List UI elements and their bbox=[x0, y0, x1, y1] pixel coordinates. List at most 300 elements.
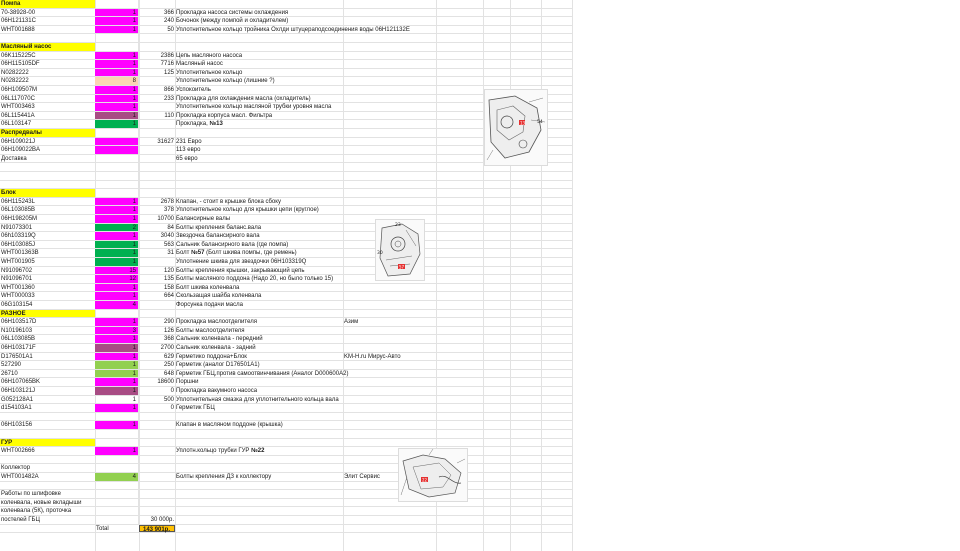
supplier-cell[interactable] bbox=[343, 525, 483, 533]
table-row[interactable] bbox=[0, 77, 572, 86]
section-header-row[interactable] bbox=[0, 43, 572, 52]
price-cell[interactable] bbox=[139, 482, 175, 490]
quantity-cell[interactable]: 1 bbox=[95, 215, 139, 223]
table-row[interactable] bbox=[0, 264, 572, 276]
part-number-cell[interactable]: WHT002666 bbox=[1, 448, 35, 455]
price-cell[interactable]: 500 bbox=[163, 396, 174, 403]
part-number-cell[interactable]: 70-38928-00 bbox=[1, 9, 36, 16]
table-row[interactable] bbox=[0, 34, 572, 43]
table-row[interactable] bbox=[0, 17, 572, 26]
table-row[interactable] bbox=[0, 456, 572, 465]
part-number-cell[interactable]: постелей ГБЦ bbox=[1, 517, 40, 523]
supplier-cell[interactable] bbox=[343, 52, 483, 60]
table-row[interactable] bbox=[0, 206, 572, 215]
description-cell[interactable] bbox=[175, 490, 343, 498]
quantity-cell[interactable] bbox=[95, 507, 139, 515]
supplier-cell[interactable] bbox=[343, 344, 483, 352]
description-cell[interactable] bbox=[175, 103, 343, 111]
quantity-cell[interactable]: 1 bbox=[95, 344, 139, 352]
description-cell[interactable] bbox=[175, 310, 343, 318]
quantity-cell[interactable]: 1 bbox=[95, 396, 139, 404]
price-cell[interactable]: 125 bbox=[163, 69, 174, 76]
price-cell[interactable] bbox=[139, 507, 175, 515]
supplier-cell[interactable] bbox=[343, 43, 483, 51]
description-cell[interactable] bbox=[175, 301, 343, 309]
price-cell[interactable]: 664 bbox=[163, 293, 174, 300]
price-cell[interactable]: 563 bbox=[163, 241, 174, 248]
supplier-cell[interactable] bbox=[343, 335, 483, 343]
description-cell[interactable] bbox=[175, 86, 343, 94]
price-cell[interactable] bbox=[139, 0, 175, 8]
quantity-cell[interactable]: 8 bbox=[95, 77, 139, 85]
part-number-cell[interactable]: d154103A1 bbox=[1, 405, 32, 412]
part-number-cell[interactable]: N91096702 bbox=[1, 267, 33, 274]
description-cell[interactable] bbox=[175, 396, 343, 404]
supplier-cell[interactable] bbox=[343, 189, 483, 197]
supplier-cell[interactable] bbox=[343, 327, 483, 335]
price-cell[interactable] bbox=[139, 43, 175, 51]
table-row[interactable] bbox=[0, 335, 572, 344]
price-cell[interactable]: 866 bbox=[163, 87, 174, 93]
part-number-cell[interactable]: N91073301 bbox=[1, 224, 33, 231]
part-number-cell[interactable]: 06H115243L bbox=[1, 198, 35, 205]
table-row[interactable] bbox=[0, 292, 572, 301]
description-cell[interactable] bbox=[175, 69, 343, 77]
part-number-cell[interactable]: 06H103517D bbox=[1, 319, 37, 326]
description-cell[interactable] bbox=[175, 413, 343, 421]
table-row[interactable] bbox=[0, 413, 572, 422]
supplier-cell[interactable] bbox=[343, 120, 483, 128]
price-cell[interactable]: 50 bbox=[167, 26, 174, 33]
quantity-cell[interactable] bbox=[95, 181, 139, 189]
price-cell[interactable] bbox=[139, 129, 175, 137]
price-cell[interactable]: 2386 bbox=[160, 52, 174, 59]
part-number-cell[interactable]: 06L103147 bbox=[1, 121, 32, 128]
part-number-cell[interactable] bbox=[0, 181, 95, 189]
supplier-cell[interactable] bbox=[343, 516, 483, 524]
description-cell[interactable] bbox=[175, 353, 343, 361]
description-cell[interactable] bbox=[175, 284, 343, 292]
description-cell[interactable] bbox=[175, 129, 343, 137]
part-number-cell[interactable]: 06H121131C bbox=[1, 18, 36, 25]
supplier-cell[interactable] bbox=[343, 103, 483, 111]
supplier-cell[interactable] bbox=[343, 95, 483, 103]
price-cell[interactable]: 3040 bbox=[160, 233, 174, 240]
table-row[interactable] bbox=[0, 353, 572, 362]
price-cell[interactable] bbox=[139, 456, 175, 464]
description-cell[interactable] bbox=[175, 198, 343, 206]
description-cell[interactable] bbox=[175, 292, 343, 300]
part-number-cell[interactable]: Работы по шлифовке bbox=[1, 491, 61, 498]
part-number-cell[interactable]: РАЗНОЕ bbox=[1, 310, 26, 317]
quantity-cell[interactable]: 1 bbox=[95, 378, 139, 386]
part-number-cell[interactable]: 06H109507M bbox=[1, 87, 38, 93]
quantity-cell[interactable] bbox=[95, 129, 139, 137]
description-cell[interactable] bbox=[175, 482, 343, 490]
quantity-cell[interactable]: 1 bbox=[95, 198, 139, 206]
quantity-cell[interactable]: 1 bbox=[95, 421, 139, 429]
part-number-cell[interactable] bbox=[0, 482, 95, 490]
price-cell[interactable]: 366 bbox=[163, 9, 174, 16]
supplier-cell[interactable] bbox=[343, 301, 483, 309]
quantity-cell[interactable]: 1 bbox=[95, 206, 139, 214]
supplier-cell[interactable] bbox=[343, 361, 483, 369]
supplier-cell[interactable] bbox=[343, 34, 483, 42]
quantity-cell[interactable] bbox=[95, 189, 139, 197]
part-number-cell[interactable]: Помпа bbox=[1, 1, 21, 7]
part-number-cell[interactable]: 06H198205M bbox=[1, 216, 38, 222]
part-number-cell[interactable]: 06K115225C bbox=[1, 52, 36, 59]
part-number-cell[interactable]: N10196103 bbox=[1, 327, 33, 334]
description-cell[interactable] bbox=[175, 155, 343, 163]
price-cell[interactable] bbox=[139, 413, 175, 421]
part-number-cell[interactable]: 527290 bbox=[1, 362, 22, 369]
description-cell[interactable] bbox=[175, 499, 343, 507]
supplier-cell[interactable] bbox=[343, 86, 483, 94]
quantity-cell[interactable]: 1 bbox=[95, 52, 139, 60]
supplier-cell[interactable] bbox=[343, 198, 483, 206]
table-row[interactable] bbox=[0, 275, 572, 284]
part-number-cell[interactable]: WHT000033 bbox=[1, 293, 35, 300]
quantity-cell[interactable]: 1 bbox=[95, 447, 139, 455]
description-cell[interactable] bbox=[175, 146, 343, 154]
grand-total-cell[interactable]: 143 901р. bbox=[139, 525, 175, 533]
supplier-cell[interactable] bbox=[343, 206, 483, 214]
quantity-cell[interactable]: 1 bbox=[95, 17, 139, 25]
quantity-cell[interactable]: 4 bbox=[95, 301, 139, 309]
description-cell[interactable] bbox=[175, 26, 410, 34]
part-number-cell[interactable]: коленвала (5К), проточка bbox=[1, 508, 72, 515]
price-cell[interactable] bbox=[139, 447, 175, 455]
price-cell[interactable] bbox=[139, 172, 175, 180]
quantity-cell[interactable]: 1 bbox=[95, 95, 139, 103]
part-number-cell[interactable]: 06H109022BA bbox=[1, 147, 41, 154]
supplier-cell[interactable] bbox=[343, 181, 483, 189]
description-cell[interactable] bbox=[175, 52, 343, 60]
part-number-cell[interactable]: D176501A1 bbox=[1, 353, 33, 360]
price-cell[interactable] bbox=[139, 120, 175, 128]
part-number-cell[interactable]: 06G103154 bbox=[1, 302, 33, 308]
table-row[interactable] bbox=[0, 473, 572, 482]
description-cell[interactable] bbox=[175, 77, 343, 85]
price-cell[interactable]: 126 bbox=[163, 327, 174, 334]
table-row[interactable] bbox=[0, 69, 572, 78]
supplier-cell[interactable] bbox=[343, 26, 483, 34]
table-row[interactable] bbox=[0, 241, 572, 250]
price-cell[interactable] bbox=[139, 34, 175, 42]
price-cell[interactable]: 30 000р. bbox=[150, 517, 174, 523]
supplier-cell[interactable] bbox=[343, 146, 483, 154]
part-number-cell[interactable] bbox=[0, 163, 95, 171]
part-number-cell[interactable] bbox=[0, 456, 95, 464]
price-cell[interactable]: 378 bbox=[163, 207, 174, 214]
price-cell[interactable]: 18600 bbox=[157, 379, 174, 386]
table-row[interactable] bbox=[0, 490, 572, 499]
table-row[interactable] bbox=[0, 370, 572, 379]
quantity-cell[interactable]: 1 bbox=[95, 9, 139, 17]
description-cell[interactable] bbox=[175, 404, 343, 412]
supplier-cell[interactable] bbox=[343, 17, 483, 25]
quantity-cell[interactable]: 1 bbox=[95, 292, 139, 300]
quantity-cell[interactable]: 1 bbox=[95, 335, 139, 343]
description-cell[interactable] bbox=[175, 112, 343, 120]
total-label[interactable]: Total bbox=[96, 525, 109, 532]
price-cell[interactable] bbox=[139, 258, 175, 266]
price-cell[interactable]: 158 bbox=[163, 284, 174, 291]
quantity-cell[interactable]: 1 bbox=[95, 86, 139, 94]
supplier-cell[interactable]: Азим bbox=[344, 319, 359, 326]
supplier-cell[interactable] bbox=[343, 163, 483, 171]
quantity-cell[interactable] bbox=[95, 499, 139, 507]
part-number-cell[interactable]: коленвала, новые вкладыши bbox=[1, 499, 82, 506]
price-cell[interactable]: 290 bbox=[163, 319, 174, 326]
quantity-cell[interactable] bbox=[95, 155, 139, 163]
quantity-cell[interactable]: 1 bbox=[95, 361, 139, 369]
supplier-cell[interactable] bbox=[343, 413, 483, 421]
description-cell[interactable] bbox=[175, 387, 343, 395]
quantity-cell[interactable]: 1 bbox=[95, 60, 139, 68]
description-cell[interactable] bbox=[175, 327, 343, 335]
supplier-cell[interactable] bbox=[343, 370, 483, 378]
table-row[interactable] bbox=[0, 507, 572, 516]
quantity-cell[interactable]: 1 bbox=[95, 26, 139, 34]
quantity-cell[interactable] bbox=[95, 310, 139, 318]
price-cell[interactable]: 0 bbox=[170, 388, 174, 394]
part-number-cell[interactable]: N0282222 bbox=[1, 78, 29, 85]
price-cell[interactable]: 233 bbox=[163, 95, 174, 102]
price-cell[interactable] bbox=[139, 103, 175, 111]
description-cell[interactable] bbox=[175, 430, 343, 438]
price-cell[interactable] bbox=[139, 473, 175, 481]
section-header-row[interactable] bbox=[0, 189, 572, 198]
description-cell[interactable] bbox=[175, 120, 343, 128]
price-cell[interactable] bbox=[139, 430, 175, 438]
table-row[interactable] bbox=[0, 172, 572, 181]
description-cell[interactable] bbox=[175, 34, 343, 42]
table-row[interactable] bbox=[0, 327, 572, 336]
supplier-cell[interactable] bbox=[343, 404, 483, 412]
description-cell[interactable] bbox=[175, 172, 343, 180]
part-number-cell[interactable]: 06L103085B bbox=[1, 336, 36, 343]
quantity-cell[interactable]: 4 bbox=[95, 473, 139, 481]
table-row[interactable] bbox=[0, 464, 572, 473]
supplier-cell[interactable] bbox=[343, 430, 483, 438]
table-row[interactable] bbox=[0, 9, 572, 18]
description-cell[interactable] bbox=[175, 378, 343, 386]
part-number-cell[interactable]: WHT001363B bbox=[1, 250, 39, 257]
price-cell[interactable] bbox=[139, 490, 175, 498]
part-number-cell[interactable] bbox=[0, 430, 95, 438]
price-cell[interactable]: 368 bbox=[163, 336, 174, 343]
description-cell[interactable] bbox=[175, 370, 349, 378]
supplier-cell[interactable] bbox=[343, 77, 483, 85]
quantity-cell[interactable]: 1 bbox=[95, 387, 139, 395]
price-cell[interactable]: 7716 bbox=[160, 61, 174, 68]
part-number-cell[interactable] bbox=[0, 34, 95, 42]
supplier-cell[interactable] bbox=[343, 60, 483, 68]
price-cell[interactable]: 2700 bbox=[160, 345, 174, 351]
part-number-cell[interactable]: WHT001688 bbox=[1, 26, 35, 33]
price-cell[interactable]: 250 bbox=[163, 362, 174, 369]
quantity-cell[interactable] bbox=[95, 172, 139, 180]
description-cell[interactable] bbox=[175, 60, 343, 68]
description-cell[interactable] bbox=[175, 43, 343, 51]
part-number-cell[interactable] bbox=[0, 172, 95, 180]
supplier-cell[interactable]: KM-H.ru Мирус-Авто bbox=[344, 353, 401, 360]
price-cell[interactable] bbox=[139, 310, 175, 318]
quantity-cell[interactable] bbox=[95, 413, 139, 421]
description-cell[interactable] bbox=[175, 361, 343, 369]
quantity-cell[interactable]: 1 bbox=[95, 318, 139, 326]
description-cell[interactable] bbox=[175, 473, 343, 481]
table-row[interactable] bbox=[0, 52, 572, 61]
supplier-cell[interactable] bbox=[343, 396, 483, 404]
price-cell[interactable] bbox=[139, 499, 175, 507]
table-row[interactable] bbox=[0, 198, 572, 207]
quantity-cell[interactable]: 3 bbox=[95, 327, 139, 335]
part-number-cell[interactable]: ГУР bbox=[1, 439, 13, 446]
table-row[interactable] bbox=[0, 361, 572, 370]
part-number-cell[interactable]: G052128A1 bbox=[1, 396, 34, 403]
supplier-cell[interactable] bbox=[343, 129, 483, 137]
table-row[interactable] bbox=[0, 447, 572, 456]
description-cell[interactable] bbox=[175, 249, 343, 257]
part-number-cell[interactable]: 06L117070C bbox=[1, 95, 35, 102]
description-cell[interactable] bbox=[175, 138, 343, 146]
description-cell[interactable] bbox=[175, 456, 343, 464]
section-header-row[interactable] bbox=[0, 439, 572, 448]
description-cell[interactable] bbox=[175, 439, 343, 447]
table-row[interactable] bbox=[0, 26, 572, 35]
supplier-cell[interactable] bbox=[343, 421, 483, 429]
quantity-cell[interactable]: 1 bbox=[95, 112, 139, 120]
table-row[interactable] bbox=[0, 215, 572, 224]
part-number-cell[interactable]: 06H107065BK bbox=[1, 379, 41, 386]
section-header-row[interactable] bbox=[0, 0, 572, 9]
table-row[interactable] bbox=[0, 232, 572, 241]
table-row[interactable] bbox=[0, 482, 572, 491]
supplier-cell[interactable] bbox=[343, 439, 483, 447]
price-cell[interactable]: 135 bbox=[163, 276, 174, 283]
supplier-cell[interactable] bbox=[343, 138, 483, 146]
part-number-cell[interactable]: 06H103156 bbox=[1, 422, 33, 429]
quantity-cell[interactable]: 1 bbox=[95, 249, 139, 257]
supplier-cell[interactable] bbox=[343, 378, 483, 386]
part-number-cell[interactable]: WHT001905 bbox=[1, 259, 35, 265]
supplier-cell[interactable]: Элит Сервис bbox=[344, 474, 380, 480]
quantity-cell[interactable]: 1 bbox=[95, 404, 139, 412]
price-cell[interactable] bbox=[139, 155, 175, 163]
description-cell[interactable] bbox=[175, 181, 343, 189]
quantity-cell[interactable] bbox=[95, 0, 139, 8]
supplier-cell[interactable] bbox=[343, 112, 483, 120]
quantity-cell[interactable]: 1 bbox=[95, 353, 139, 361]
price-cell[interactable]: 0 bbox=[170, 405, 174, 412]
part-number-cell[interactable]: 26710 bbox=[1, 370, 18, 377]
quantity-cell[interactable]: 1 bbox=[95, 370, 139, 378]
table-row[interactable] bbox=[0, 499, 572, 508]
table-row[interactable] bbox=[0, 249, 572, 258]
quantity-cell[interactable] bbox=[95, 464, 139, 472]
table-row[interactable] bbox=[0, 258, 572, 267]
quantity-cell[interactable]: 1 bbox=[95, 258, 139, 266]
part-number-cell[interactable]: 06H103085J bbox=[1, 241, 36, 248]
part-number-cell[interactable]: WHT003463 bbox=[1, 104, 35, 111]
table-row[interactable] bbox=[0, 378, 572, 387]
quantity-cell[interactable]: 2 bbox=[95, 224, 139, 232]
table-row[interactable] bbox=[0, 60, 572, 69]
table-row[interactable] bbox=[0, 421, 572, 430]
price-cell[interactable] bbox=[139, 189, 175, 197]
part-number-cell[interactable]: 06H109021J bbox=[1, 138, 36, 145]
price-cell[interactable] bbox=[139, 146, 175, 154]
quantity-cell[interactable]: 1 bbox=[95, 284, 139, 292]
part-number-cell[interactable]: Доставка bbox=[1, 155, 27, 162]
price-cell[interactable]: 2678 bbox=[160, 198, 174, 205]
description-cell[interactable] bbox=[175, 525, 343, 533]
quantity-cell[interactable]: 1 bbox=[95, 103, 139, 111]
description-cell[interactable] bbox=[175, 224, 343, 232]
price-cell[interactable]: 31627 bbox=[157, 138, 174, 145]
quantity-cell[interactable]: 15 bbox=[95, 267, 139, 275]
price-cell[interactable] bbox=[139, 439, 175, 447]
table-row[interactable] bbox=[0, 344, 572, 353]
price-cell[interactable]: 629 bbox=[163, 353, 174, 360]
price-cell[interactable] bbox=[139, 77, 175, 85]
section-header-row[interactable] bbox=[0, 310, 572, 319]
part-number-cell[interactable]: Блок bbox=[1, 190, 16, 197]
description-cell[interactable] bbox=[175, 318, 343, 326]
price-cell[interactable] bbox=[139, 181, 175, 189]
quantity-cell[interactable]: 1 bbox=[95, 241, 139, 249]
description-cell[interactable] bbox=[175, 232, 343, 240]
quantity-cell[interactable] bbox=[95, 456, 139, 464]
price-cell[interactable]: 110 bbox=[164, 112, 174, 119]
price-cell[interactable]: 84 bbox=[167, 224, 174, 231]
part-number-cell[interactable]: Коллектор bbox=[1, 465, 31, 472]
supplier-cell[interactable] bbox=[343, 507, 483, 515]
supplier-cell[interactable] bbox=[343, 387, 483, 395]
part-number-cell[interactable]: 06L115441A bbox=[1, 112, 35, 119]
price-cell[interactable] bbox=[139, 301, 175, 309]
supplier-cell[interactable] bbox=[343, 0, 483, 8]
quantity-cell[interactable] bbox=[95, 34, 139, 42]
description-cell[interactable] bbox=[175, 275, 343, 283]
description-cell[interactable] bbox=[175, 267, 343, 275]
description-cell[interactable] bbox=[175, 17, 343, 25]
description-cell[interactable] bbox=[175, 241, 343, 249]
quantity-cell[interactable] bbox=[95, 482, 139, 490]
price-cell[interactable] bbox=[139, 464, 175, 472]
table-row[interactable] bbox=[0, 525, 572, 534]
quantity-cell[interactable] bbox=[95, 430, 139, 438]
description-cell[interactable] bbox=[175, 189, 343, 197]
description-cell[interactable] bbox=[175, 9, 343, 17]
part-number-cell[interactable]: N91096701 bbox=[1, 276, 33, 283]
description-cell[interactable] bbox=[175, 215, 343, 223]
price-cell[interactable]: 31 bbox=[167, 250, 174, 257]
table-row[interactable] bbox=[0, 387, 572, 396]
quantity-cell[interactable]: 1 bbox=[95, 120, 139, 128]
table-row[interactable] bbox=[0, 318, 572, 327]
table-row[interactable] bbox=[0, 284, 572, 293]
part-number-cell[interactable]: Масляный насос bbox=[1, 44, 52, 50]
supplier-cell[interactable] bbox=[343, 310, 483, 318]
quantity-cell[interactable] bbox=[95, 43, 139, 51]
description-cell[interactable] bbox=[175, 95, 343, 103]
price-cell[interactable] bbox=[139, 421, 175, 429]
supplier-cell[interactable] bbox=[343, 155, 483, 163]
